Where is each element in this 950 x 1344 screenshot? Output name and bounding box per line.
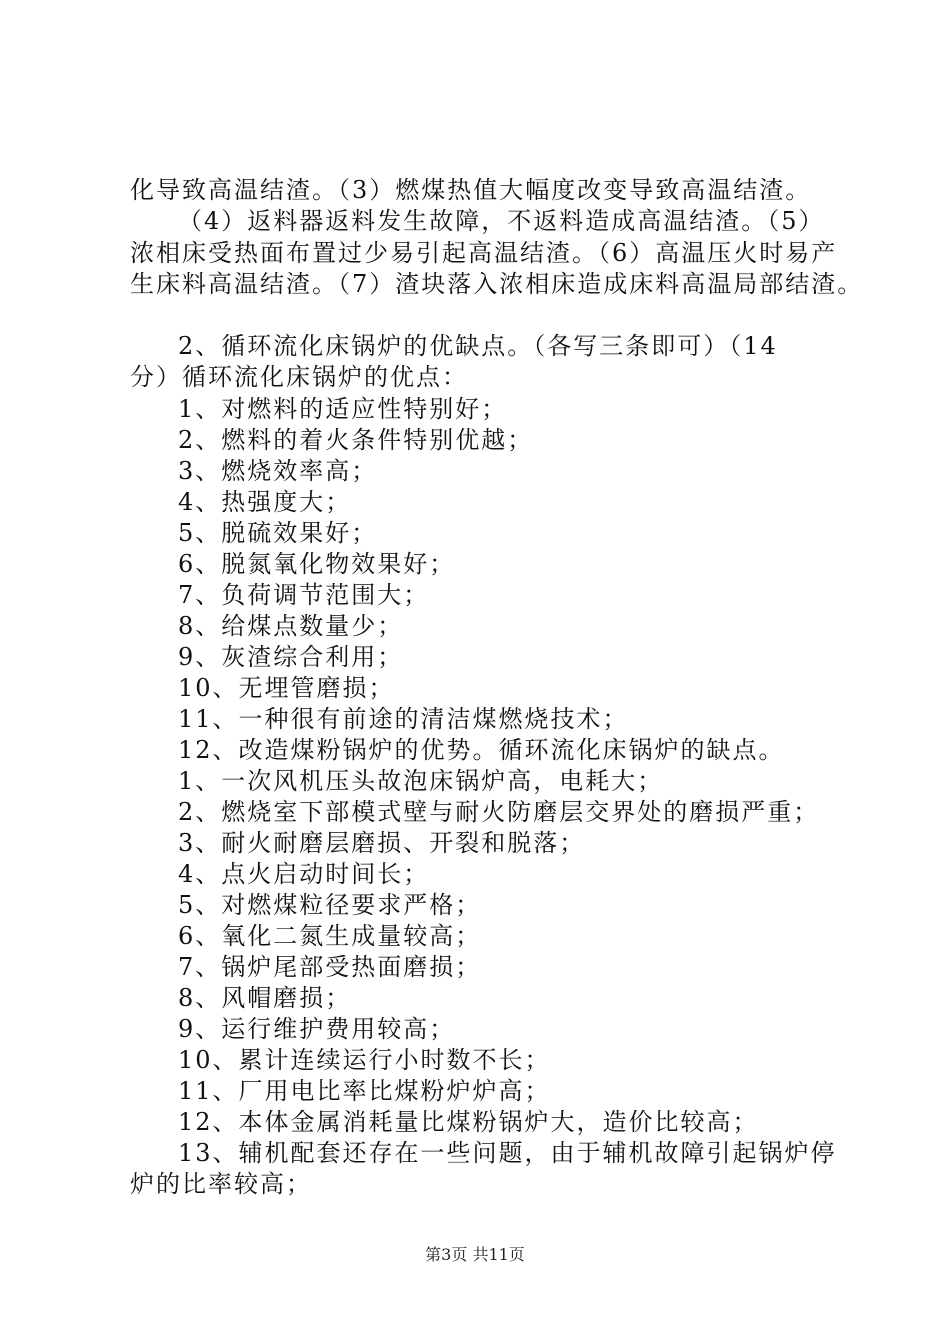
list-item: 3、耐火耐磨层磨损、开裂和脱落； <box>178 829 586 857</box>
section-heading-line: 分）循环流化床锅炉的优点： <box>130 363 468 391</box>
list-item: 8、给煤点数量少； <box>178 612 404 640</box>
list-item: 11、厂用电比率比煤粉炉炉高； <box>178 1077 551 1105</box>
list-item: 1、一次风机压头故泡床锅炉高，电耗大； <box>178 767 664 795</box>
list-item: 3、燃烧效率高； <box>178 457 378 485</box>
list-item: 4、点火启动时间长； <box>178 860 430 888</box>
list-item: 10、累计连续运行小时数不长； <box>178 1046 551 1074</box>
list-item: 7、锅炉尾部受热面磨损； <box>178 953 482 981</box>
text-line: 化导致高温结渣。（3）燃煤热值大幅度改变导致高温结渣。 <box>130 176 812 204</box>
list-item: 9、灰渣综合利用； <box>178 643 404 671</box>
text-line: （4）返料器返料发生故障，不返料造成高温结渣。（5） <box>178 207 825 235</box>
list-item: 12、改造煤粉锅炉的优势。循环流化床锅炉的缺点。 <box>178 736 785 764</box>
text-line: 生床料高温结渣。（7）渣块落入浓相床造成床料高温局部结渣。 <box>130 270 864 298</box>
list-item-continuation: 炉的比率较高； <box>130 1170 312 1198</box>
list-item: 9、运行维护费用较高； <box>178 1015 456 1043</box>
list-item: 5、对燃煤粒径要求严格； <box>178 891 482 919</box>
list-item: 2、燃料的着火条件特别优越； <box>178 426 534 454</box>
list-item: 1、对燃料的适应性特别好； <box>178 395 508 423</box>
list-item: 12、本体金属消耗量比煤粉锅炉大，造价比较高； <box>178 1108 759 1136</box>
list-item: 5、脱硫效果好； <box>178 519 378 547</box>
list-item: 11、一种很有前途的清洁煤燃烧技术； <box>178 705 629 733</box>
list-item: 8、风帽磨损； <box>178 984 352 1012</box>
list-item: 6、氧化二氮生成量较高； <box>178 922 482 950</box>
list-item: 13、辅机配套还存在一些问题，由于辅机故障引起锅炉停 <box>178 1139 837 1167</box>
list-item: 2、燃烧室下部模式壁与耐火防磨层交界处的磨损严重； <box>178 798 820 826</box>
list-item: 4、热强度大； <box>178 488 352 516</box>
list-item: 10、无埋管磨损； <box>178 674 395 702</box>
page-number-footer: 第3页 共11页 <box>425 1245 525 1264</box>
list-item: 7、负荷调节范围大； <box>178 581 430 609</box>
text-line: 浓相床受热面布置过少易引起高温结渣。（6）高温压火时易产 <box>130 239 838 267</box>
section-heading-line: 2、循环流化床锅炉的优缺点。（各写三条即可）（14 <box>178 332 778 360</box>
list-item: 6、脱氮氧化物效果好； <box>178 550 456 578</box>
